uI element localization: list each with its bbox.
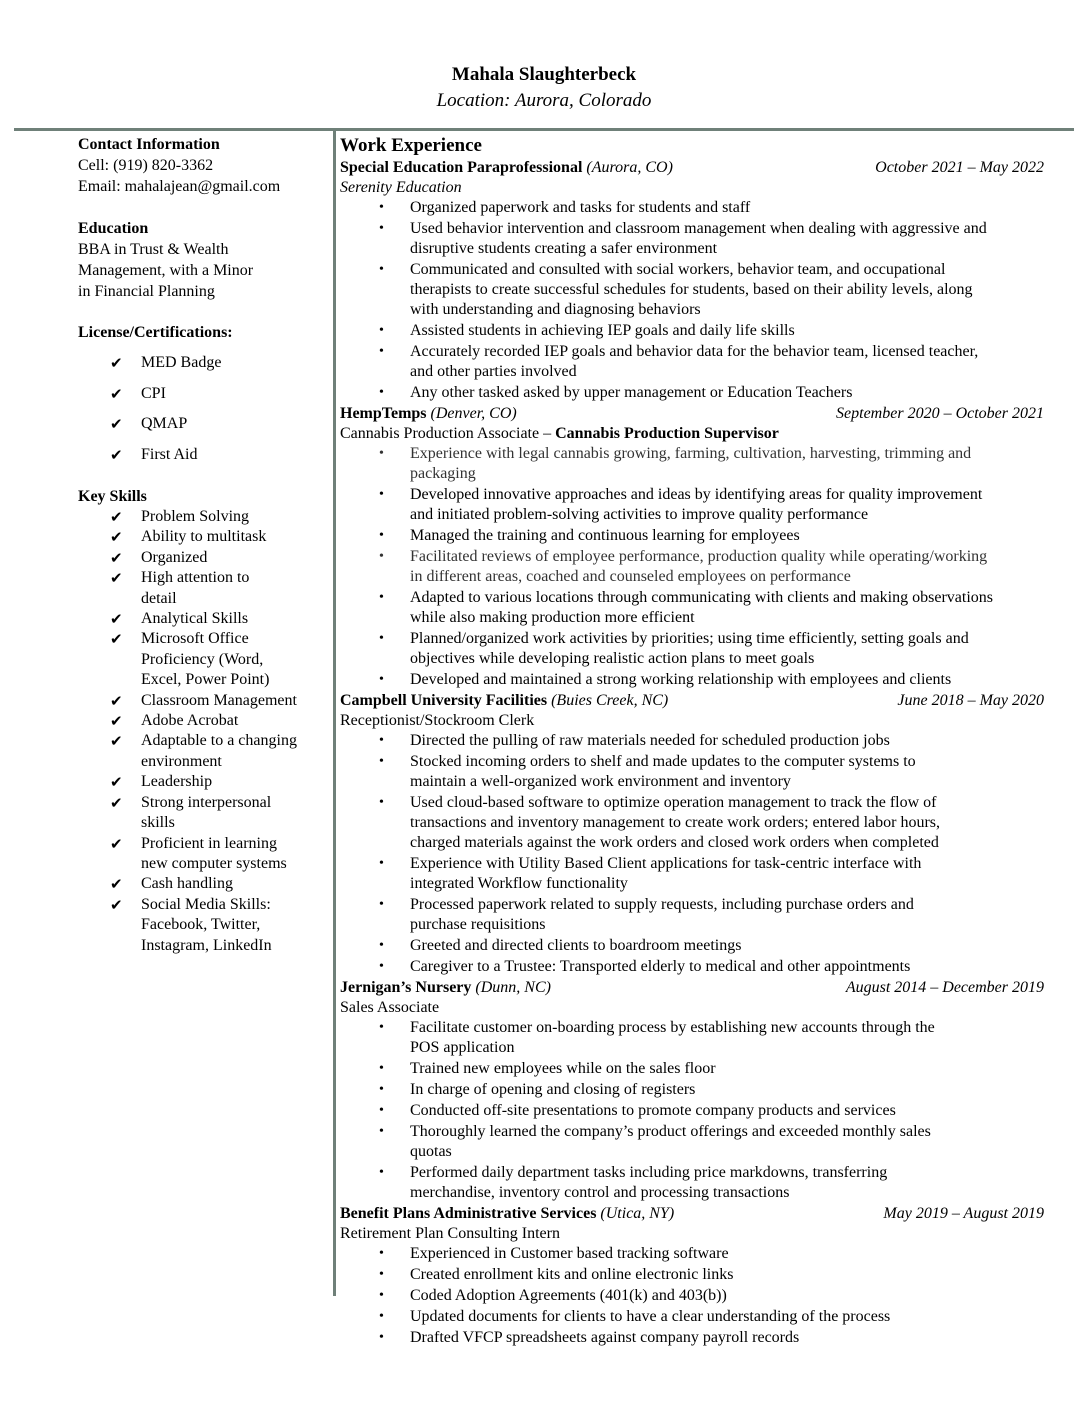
checkmark-icon: ✔: [110, 691, 123, 710]
job-company: Campbell University Facilities: [340, 692, 548, 709]
checkmark-icon: ✔: [110, 793, 123, 812]
bullet-icon: •: [379, 1309, 384, 1324]
education-line: in Financial Planning: [78, 283, 215, 300]
skill-label: new computer systems: [141, 854, 287, 872]
bullet-text: Conducted off-site presentations to promote company products and services: [410, 1102, 896, 1119]
bullet-text: Developed and maintained a strong working relationship with employees and clients: [410, 671, 952, 688]
skill-item: [78, 507, 328, 527]
bullet-text: merchandise, inventory control and processing transactions: [410, 1184, 790, 1201]
job-bullet: [340, 1265, 1058, 1285]
bullet-icon: •: [379, 200, 384, 215]
bullet-icon: •: [379, 1103, 384, 1118]
bullet-icon: •: [379, 1082, 384, 1097]
candidate-name: Mahala Slaughterbeck: [451, 64, 637, 85]
job-role-title: Cannabis Production Supervisor: [555, 425, 779, 442]
job-entry: [340, 158, 1058, 403]
bullet-icon: •: [379, 446, 384, 461]
bullet-icon: •: [379, 549, 384, 564]
skill-label: Microsoft Office: [141, 630, 249, 648]
vertical-divider: [333, 130, 336, 1296]
skill-label: environment: [141, 752, 222, 770]
certification-item: [78, 379, 328, 410]
skill-item: [78, 609, 328, 629]
job-role: [340, 711, 1058, 731]
job-bullet: [340, 1328, 1058, 1348]
job-header: [340, 158, 1058, 178]
checkmark-icon: ✔: [110, 508, 123, 526]
bullet-text: Processed paperwork related to supply requests, including purchase orders and: [410, 896, 914, 913]
skill-label: High attention to: [141, 569, 250, 587]
contact-title: Contact Information: [78, 136, 220, 153]
resume-header: [0, 62, 1088, 114]
skill-item: [78, 895, 328, 956]
bullet-icon: •: [379, 1124, 384, 1139]
skill-item: [78, 711, 328, 731]
job-dates: September 2020 – October 2021: [836, 405, 1044, 422]
bullet-text: in different areas, coached and counseled employees on performance: [410, 568, 851, 585]
skill-label: Instagram, LinkedIn: [141, 936, 272, 954]
work-experience-title: Work Experience: [340, 135, 482, 156]
job-bullet: [340, 526, 1058, 546]
bullet-text: Facilitated reviews of employee performance, production quality while operating/working: [410, 548, 988, 565]
bullet-text: Used behavior intervention and classroom management when dealing with aggressive and: [410, 220, 987, 237]
job-bullet: [340, 629, 1058, 669]
job-role-title: Receptionist/Stockroom Clerk: [340, 712, 535, 729]
checkmark-icon: ✔: [110, 895, 123, 914]
education-section: [78, 218, 328, 302]
bullet-text: Greeted and directed clients to boardroom meetings: [410, 937, 742, 954]
bullet-text: Used cloud-based software to optimize operation management to track the flow of: [410, 794, 937, 811]
skill-label: Classroom Management: [141, 691, 297, 709]
job-company: Benefit Plans Administrative Services: [340, 1205, 597, 1222]
job-dates: May 2019 – August 2019: [883, 1205, 1044, 1222]
job-bullet: [340, 957, 1058, 977]
job-bullet: [340, 1101, 1058, 1121]
bullet-text: Trained new employees while on the sales floor: [410, 1060, 716, 1077]
bullet-text: Planned/organized work activities by priorities; using time efficiently, setting goals and: [410, 630, 969, 647]
skill-item: [78, 691, 328, 711]
skill-item: [78, 527, 328, 547]
bullet-icon: •: [379, 672, 384, 687]
skill-item: [78, 731, 328, 772]
bullet-text: Developed innovative approaches and ideas by identifying areas for quality improvement: [410, 486, 983, 503]
bullet-icon: •: [379, 959, 384, 974]
job-location: (Denver, CO): [430, 405, 517, 422]
bullet-icon: •: [379, 897, 384, 912]
job-dates: August 2014 – December 2019: [845, 979, 1044, 996]
contact-email: Email: mahalajean@gmail.com: [78, 178, 281, 195]
checkmark-icon: ✔: [110, 732, 123, 751]
certification-label: First Aid: [141, 445, 198, 463]
job-bullet: [340, 342, 1058, 382]
bullet-icon: •: [379, 938, 384, 953]
bullet-text: transactions and inventory management to create work orders; entered labor hours,: [410, 814, 941, 831]
job-role-title: Serenity Education: [340, 179, 462, 196]
skill-item: [78, 772, 328, 792]
bullet-text: quotas: [410, 1143, 452, 1160]
candidate-location: Location: Aurora, Colorado: [436, 90, 652, 111]
job-bullets: [340, 1018, 1058, 1203]
certification-item: [78, 348, 328, 379]
job-header: [340, 691, 1058, 711]
bullet-icon: •: [379, 733, 384, 748]
education-title: Education: [78, 220, 149, 237]
job-bullet: [340, 895, 1058, 935]
job-location: (Dunn, NC): [475, 979, 551, 996]
skill-item: [78, 548, 328, 568]
bullet-icon: •: [379, 1330, 384, 1345]
left-column: [78, 134, 328, 956]
bullet-icon: •: [379, 262, 384, 277]
job-header: [340, 1204, 1058, 1224]
job-bullet: [340, 1286, 1058, 1306]
skills-title: Key Skills: [78, 488, 147, 505]
bullet-text: Thoroughly learned the company’s product offerings and exceeded monthly sales: [410, 1123, 931, 1140]
job-bullet: [340, 321, 1058, 341]
job-role: [340, 998, 1058, 1018]
job-bullet: [340, 936, 1058, 956]
bullet-text: charged materials against the work orders and closed work orders when completed: [410, 834, 939, 851]
job-bullet: [340, 1122, 1058, 1162]
job-role: [340, 424, 1058, 444]
skill-label: Proficiency (Word,: [141, 650, 264, 668]
job-role: [340, 178, 1058, 198]
job-bullet: [340, 793, 1058, 853]
bullet-icon: •: [379, 323, 384, 338]
job-company: Special Education Paraprofessional: [340, 159, 583, 176]
job-bullet: [340, 752, 1058, 792]
bullet-text: maintain a well-organized work environment and inventory: [410, 773, 791, 790]
bullet-text: while also making production more efficient: [410, 609, 695, 626]
job-entry: [340, 404, 1058, 690]
job-bullet: [340, 854, 1058, 894]
skill-item: [78, 568, 328, 609]
skill-label: Facebook, Twitter,: [141, 916, 261, 934]
education-line: Management, with a Minor: [78, 262, 254, 279]
bullet-icon: •: [379, 528, 384, 543]
job-header: [340, 978, 1058, 998]
bullet-text: disruptive students creating a safer environment: [410, 240, 718, 257]
skill-label: Analytical Skills: [141, 610, 249, 628]
bullet-text: Managed the training and continuous learning for employees: [410, 527, 800, 544]
job-company: Jernigan’s Nursery: [340, 979, 472, 996]
bullet-icon: •: [379, 795, 384, 810]
contact-cell: Cell: (919) 820-3362: [78, 157, 214, 174]
job-dates: October 2021 – May 2022: [875, 159, 1044, 176]
checkmark-icon: ✔: [110, 384, 123, 403]
bullet-icon: •: [379, 631, 384, 646]
bullet-text: and other parties involved: [410, 363, 577, 380]
certifications-title: License/Certifications:: [78, 324, 233, 341]
job-location: (Aurora, CO): [586, 159, 673, 176]
certification-label: CPI: [141, 384, 166, 402]
job-header: [340, 404, 1058, 424]
bullet-text: Directed the pulling of raw materials needed for scheduled production jobs: [410, 732, 890, 749]
certification-label: QMAP: [141, 415, 188, 432]
certification-label: MED Badge: [141, 354, 222, 371]
bullet-text: Coded Adoption Agreements (401(k) and 403(b)): [410, 1287, 727, 1304]
certifications-section: [78, 322, 328, 470]
checkmark-icon: ✔: [110, 548, 123, 567]
job-bullets: [340, 1244, 1058, 1348]
skill-item: [78, 874, 328, 894]
job-entry: [340, 691, 1058, 977]
right-column: [340, 134, 1058, 1349]
job-entry: [340, 1204, 1058, 1348]
skill-label: Adaptable to a changing: [141, 732, 297, 750]
skill-label: Leadership: [141, 773, 213, 791]
certification-item: [78, 409, 328, 440]
job-role-title: Sales Associate: [340, 999, 440, 1016]
bullet-icon: •: [379, 1246, 384, 1261]
checkmark-icon: ✔: [110, 569, 123, 588]
certification-item: [78, 440, 328, 471]
job-bullets: [340, 444, 1058, 690]
skill-label: Proficient in learning: [141, 834, 277, 852]
bullet-text: Experienced in Customer based tracking software: [410, 1245, 729, 1262]
horizontal-divider: [14, 128, 1074, 131]
checkmark-icon: ✔: [110, 773, 123, 792]
skill-item: [78, 793, 328, 834]
bullet-icon: •: [379, 1267, 384, 1282]
job-bullet: [340, 383, 1058, 403]
job-bullets: [340, 198, 1058, 403]
job-bullet: [340, 1080, 1058, 1100]
job-location: (Buies Creek, NC): [551, 692, 669, 709]
skill-item: [78, 629, 328, 690]
bullet-icon: •: [379, 487, 384, 502]
job-bullet: [340, 198, 1058, 218]
jobs-list: [340, 158, 1058, 1348]
skill-label: Strong interpersonal: [141, 793, 272, 811]
bullet-text: purchase requisitions: [410, 916, 546, 933]
checkmark-icon: ✔: [110, 354, 123, 372]
checkmark-icon: ✔: [110, 630, 123, 649]
skill-label: Excel, Power Point): [141, 671, 270, 689]
job-bullet: [340, 588, 1058, 628]
bullet-text: Accurately recorded IEP goals and behavior data for the behavior team, licensed teacher,: [410, 343, 979, 360]
bullet-text: Organized paperwork and tasks for students and staff: [410, 199, 751, 216]
job-bullet: [340, 1163, 1058, 1203]
contact-section: [78, 134, 328, 197]
skill-label: Adobe Acrobat: [141, 712, 239, 730]
bullet-icon: •: [379, 856, 384, 871]
job-bullet: [340, 547, 1058, 587]
skill-label: Social Media Skills:: [141, 895, 271, 913]
bullet-text: Adapted to various locations through communicating with clients and making observations: [410, 589, 993, 606]
bullet-text: objectives while developing realistic action plans to meet goals: [410, 650, 815, 667]
bullet-text: Experience with legal cannabis growing, farming, cultivation, harvesting, trimming and: [410, 445, 972, 462]
bullet-text: Created enrollment kits and online electronic links: [410, 1266, 734, 1283]
job-company: HempTemps: [340, 405, 427, 422]
certifications-list: [78, 348, 328, 470]
job-role-prefix: Cannabis Production Associate –: [340, 425, 556, 442]
skill-item: [78, 834, 328, 875]
checkmark-icon: ✔: [110, 712, 123, 731]
skill-label: Cash handling: [141, 875, 233, 893]
bullet-text: Communicated and consulted with social workers, behavior team, and occupational: [410, 261, 946, 278]
bullet-text: and initiated problem-solving activities to improve quality performance: [410, 506, 869, 523]
bullet-icon: •: [379, 1061, 384, 1076]
job-bullet: [340, 219, 1058, 259]
bullet-icon: •: [379, 1020, 384, 1035]
education-line: BBA in Trust & Wealth: [78, 241, 229, 258]
bullet-text: Assisted students in achieving IEP goals and daily life skills: [410, 322, 795, 339]
checkmark-icon: ✔: [110, 610, 123, 629]
job-bullet: [340, 1059, 1058, 1079]
checkmark-icon: ✔: [110, 415, 123, 433]
job-bullet: [340, 1307, 1058, 1327]
bullet-text: packaging: [410, 465, 476, 482]
bullet-icon: •: [379, 221, 384, 236]
bullet-icon: •: [379, 754, 384, 769]
checkmark-icon: ✔: [110, 445, 123, 464]
job-bullet: [340, 485, 1058, 525]
bullet-text: integrated Workflow functionality: [410, 875, 628, 892]
checkmark-icon: ✔: [110, 528, 123, 547]
bullet-text: Stocked incoming orders to shelf and made updates to the computer systems to: [410, 753, 916, 770]
job-role: [340, 1224, 1058, 1244]
skills-section: [78, 486, 328, 956]
job-bullet: [340, 1244, 1058, 1264]
bullet-text: Drafted VFCP spreadsheets against company payroll records: [410, 1329, 800, 1346]
job-bullet: [340, 260, 1058, 320]
bullet-text: POS application: [410, 1039, 515, 1056]
bullet-icon: •: [379, 344, 384, 359]
job-bullet: [340, 670, 1058, 690]
job-location: (Utica, NY): [600, 1205, 675, 1222]
skills-list: [78, 507, 328, 956]
bullet-icon: •: [379, 385, 384, 400]
skill-label: detail: [141, 589, 177, 607]
job-bullet: [340, 1018, 1058, 1058]
bullet-icon: •: [379, 590, 384, 605]
bullet-text: Caregiver to a Trustee: Transported elderly to medical and other appointments: [410, 958, 911, 975]
job-bullet: [340, 444, 1058, 484]
job-bullet: [340, 731, 1058, 751]
bullet-text: therapists to create successful schedules for students, based on their ability levels, along: [410, 281, 973, 298]
bullet-text: Performed daily department tasks including price markdowns, transferring: [410, 1164, 888, 1181]
bullet-text: In charge of opening and closing of registers: [410, 1081, 696, 1098]
bullet-text: Any other tasked asked by upper management or Education Teachers: [410, 384, 853, 401]
skill-label: Ability to multitask: [141, 528, 267, 546]
skill-label: Problem Solving: [141, 508, 250, 525]
bullet-text: Experience with Utility Based Client applications for task-centric interface with: [410, 855, 922, 872]
checkmark-icon: ✔: [110, 875, 123, 894]
job-dates: June 2018 – May 2020: [897, 692, 1044, 709]
bullet-text: Facilitate customer on-boarding process by establishing new accounts through the: [410, 1019, 935, 1036]
bullet-icon: •: [379, 1288, 384, 1303]
skill-label: skills: [141, 814, 175, 832]
job-bullets: [340, 731, 1058, 977]
job-entry: [340, 978, 1058, 1203]
job-role-title: Retirement Plan Consulting Intern: [340, 1225, 560, 1242]
bullet-text: with understanding and diagnosing behaviors: [410, 301, 701, 318]
bullet-text: Updated documents for clients to have a clear understanding of the process: [410, 1308, 891, 1325]
checkmark-icon: ✔: [110, 834, 123, 853]
bullet-icon: •: [379, 1165, 384, 1180]
skill-label: Organized: [141, 548, 208, 566]
